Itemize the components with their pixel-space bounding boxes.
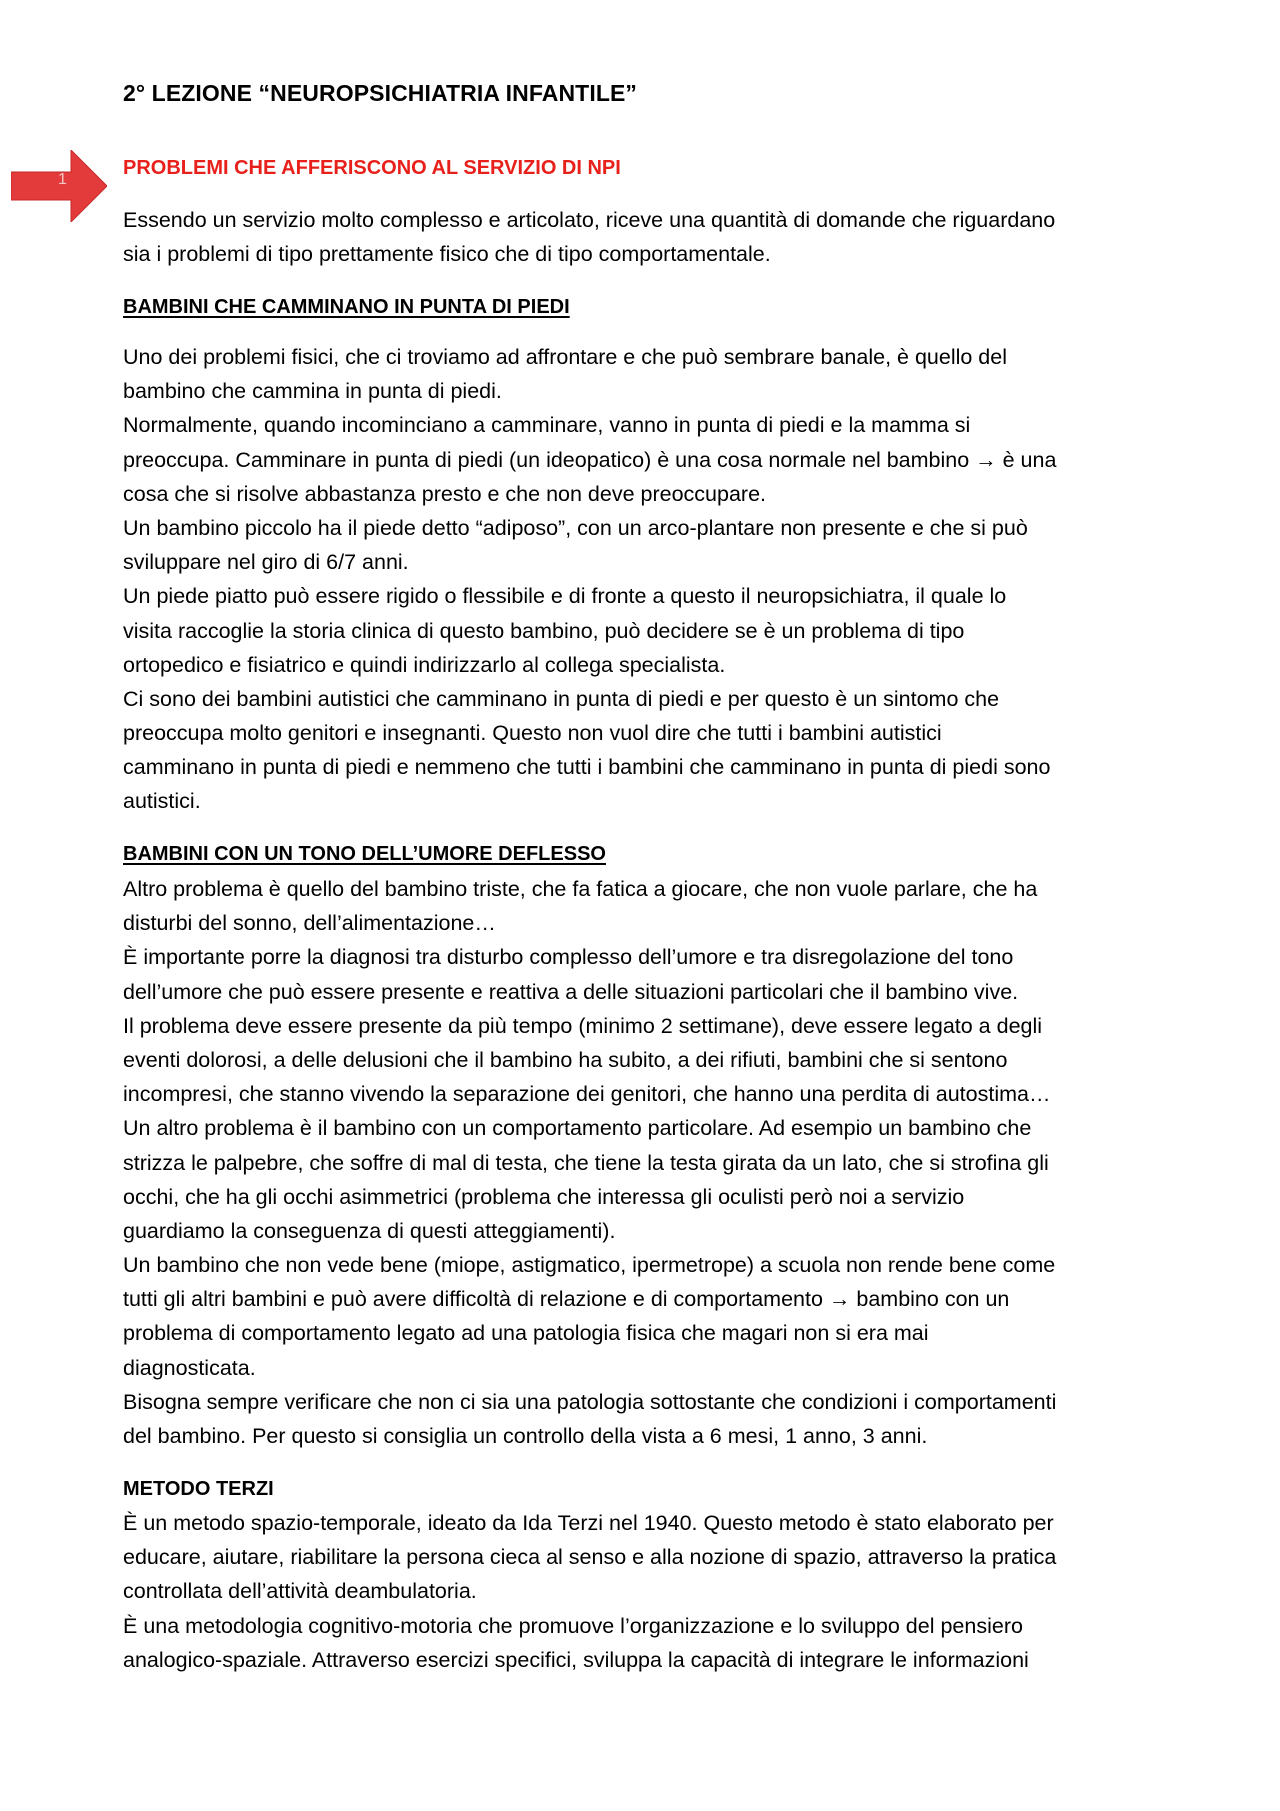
section-heading-tiptoe: BAMBINI CHE CAMMINANO IN PUNTA DI PIEDI: [123, 296, 570, 318]
paragraph-line: controllata dell’attività deambulatoria.: [123, 1579, 477, 1604]
document-title: 2° LEZIONE “NEUROPSICHIATRIA INFANTILE”: [123, 80, 638, 106]
paragraph-line: Normalmente, quando incominciano a camminare, vanno in punta di piedi e la mamma si: [123, 413, 971, 438]
paragraph-line: sia i problemi di tipo prettamente fisico che di tipo comportamentale.: [123, 242, 771, 267]
paragraph-line: ortopedico e fisiatrico e quindi indirizzarlo al collega specialista.: [123, 652, 726, 677]
paragraph-line: occhi, che ha gli occhi asimmetrici (problema che interessa gli oculisti però noi a servizio: [123, 1184, 965, 1209]
paragraph-line: È importante porre la diagnosi tra disturbo complesso dell’umore e tra disregolazione del tono: [123, 945, 1014, 970]
paragraph-line: Bisogna sempre verificare che non ci sia una patologia sottostante che condizioni i comportamenti: [123, 1389, 1057, 1414]
section-body-tiptoe: [123, 340, 1056, 819]
intro-paragraph: [123, 203, 1055, 271]
paragraph-line: Altro problema è quello del bambino triste, che fa fatica a giocare, che non vuole parlare, che ha: [123, 877, 1038, 901]
paragraph-line: tutti gli altri bambini e può avere difficoltà di relazione e di comportamento → bambino con un: [123, 1287, 1010, 1312]
paragraph-line: del bambino. Per questo si consiglia un controllo della vista a 6 mesi, 1 anno, 3 anni.: [123, 1424, 928, 1448]
paragraph-line: Un altro problema è il bambino con un comportamento particolare. Ad esempio un bambino che: [123, 1116, 1032, 1141]
paragraph-line: dell’umore che può essere presente e reattiva a delle situazioni particolari che il bambino vive.: [123, 979, 1019, 1004]
arrow-marker-number: 1: [58, 171, 67, 188]
paragraph-line: Un piede piatto può essere rigido o flessibile e di fronte a questo il neuropsichiatra, il quale lo: [123, 584, 1007, 609]
red-section-heading: PROBLEMI CHE AFFERISCONO AL SERVIZIO DI NPI: [123, 157, 621, 179]
paragraph-line: guardiamo la conseguenza di questi atteggiamenti).: [123, 1218, 616, 1243]
paragraph-line: Un bambino che non vede bene (miope, astigmatico, ipermetrope) a scuola non rende bene come: [123, 1253, 1056, 1278]
section-heading-terzi: METODO TERZI: [123, 1478, 274, 1500]
paragraph-line: sviluppare nel giro di 6/7 anni.: [123, 550, 409, 575]
paragraph-line: cosa che si risolve abbastanza presto e che non deve preoccupare.: [123, 481, 767, 506]
paragraph-line: preoccupa. Camminare in punta di piedi (un ideopatico) è una cosa normale nel bambino → è una: [123, 447, 1057, 472]
paragraph-line: camminano in punta di piedi e nemmeno che tutti i bambini che camminano in punta di piedi sono: [123, 755, 1051, 780]
section-body-mood: [123, 872, 1056, 1453]
paragraph-line: Un bambino piccolo ha il piede detto “adiposo”, con un arco-plantare non presente e che si può: [123, 515, 1028, 540]
paragraph-line: Uno dei problemi fisici, che ci troviamo ad affrontare e che può sembrare banale, è quello del: [123, 345, 1007, 369]
paragraph-line: preoccupa molto genitori e insegnanti. Questo non vuol dire che tutti i bambini autistici: [123, 721, 942, 746]
paragraph-line: diagnosticata.: [123, 1355, 256, 1380]
paragraph-line: strizza le palpebre, che soffre di mal di testa, che tiene la testa girata da un lato, che si strofina gli: [123, 1150, 1049, 1175]
section-heading-mood: BAMBINI CON UN TONO DELL’UMORE DEFLESSO: [123, 843, 606, 865]
paragraph-line: incompresi, che stanno vivendo la separazione dei genitori, che hanno una perdita di autostima…: [123, 1082, 1051, 1107]
paragraph-line: analogico-spaziale. Attraverso esercizi specifici, sviluppa la capacità di integrare le informazioni: [123, 1647, 1029, 1672]
paragraph-line: Ci sono dei bambini autistici che camminano in punta di piedi e per questo è un sintomo che: [123, 686, 1000, 711]
paragraph-line: educare, aiutare, riabilitare la persona cieca al senso e alla nozione di spazio, attraverso la pratica: [123, 1545, 1057, 1570]
paragraph-line: autistici.: [123, 789, 201, 814]
paragraph-line: disturbi del sonno, dell’alimentazione…: [123, 911, 496, 936]
paragraph-line: visita raccoglie la storia clinica di questo bambino, può decidere se è un problema di tipo: [123, 618, 965, 643]
paragraph-line: Essendo un servizio molto complesso e articolato, riceve una quantità di domande che riguardano: [123, 208, 1056, 232]
paragraph-line: È un metodo spazio-temporale, ideato da Ida Terzi nel 1940. Questo metodo è stato elaborato per: [123, 1511, 1054, 1535]
paragraph-line: bambino che cammina in punta di piedi.: [123, 379, 502, 404]
paragraph-line: eventi dolorosi, a delle delusioni che il bambino ha subito, a dei rifiuti, bambini che si sentono: [123, 1047, 1008, 1072]
paragraph-line: Il problema deve essere presente da più tempo (minimo 2 settimane), deve essere legato a degli: [123, 1013, 1043, 1038]
paragraph-line: È una metodologia cognitivo-motoria che promuove l’organizzazione e lo sviluppo del pensiero: [123, 1613, 1023, 1638]
section-body-terzi: [123, 1506, 1056, 1677]
paragraph-line: problema di comportamento legato ad una patologia fisica che magari non si era mai: [123, 1321, 929, 1346]
